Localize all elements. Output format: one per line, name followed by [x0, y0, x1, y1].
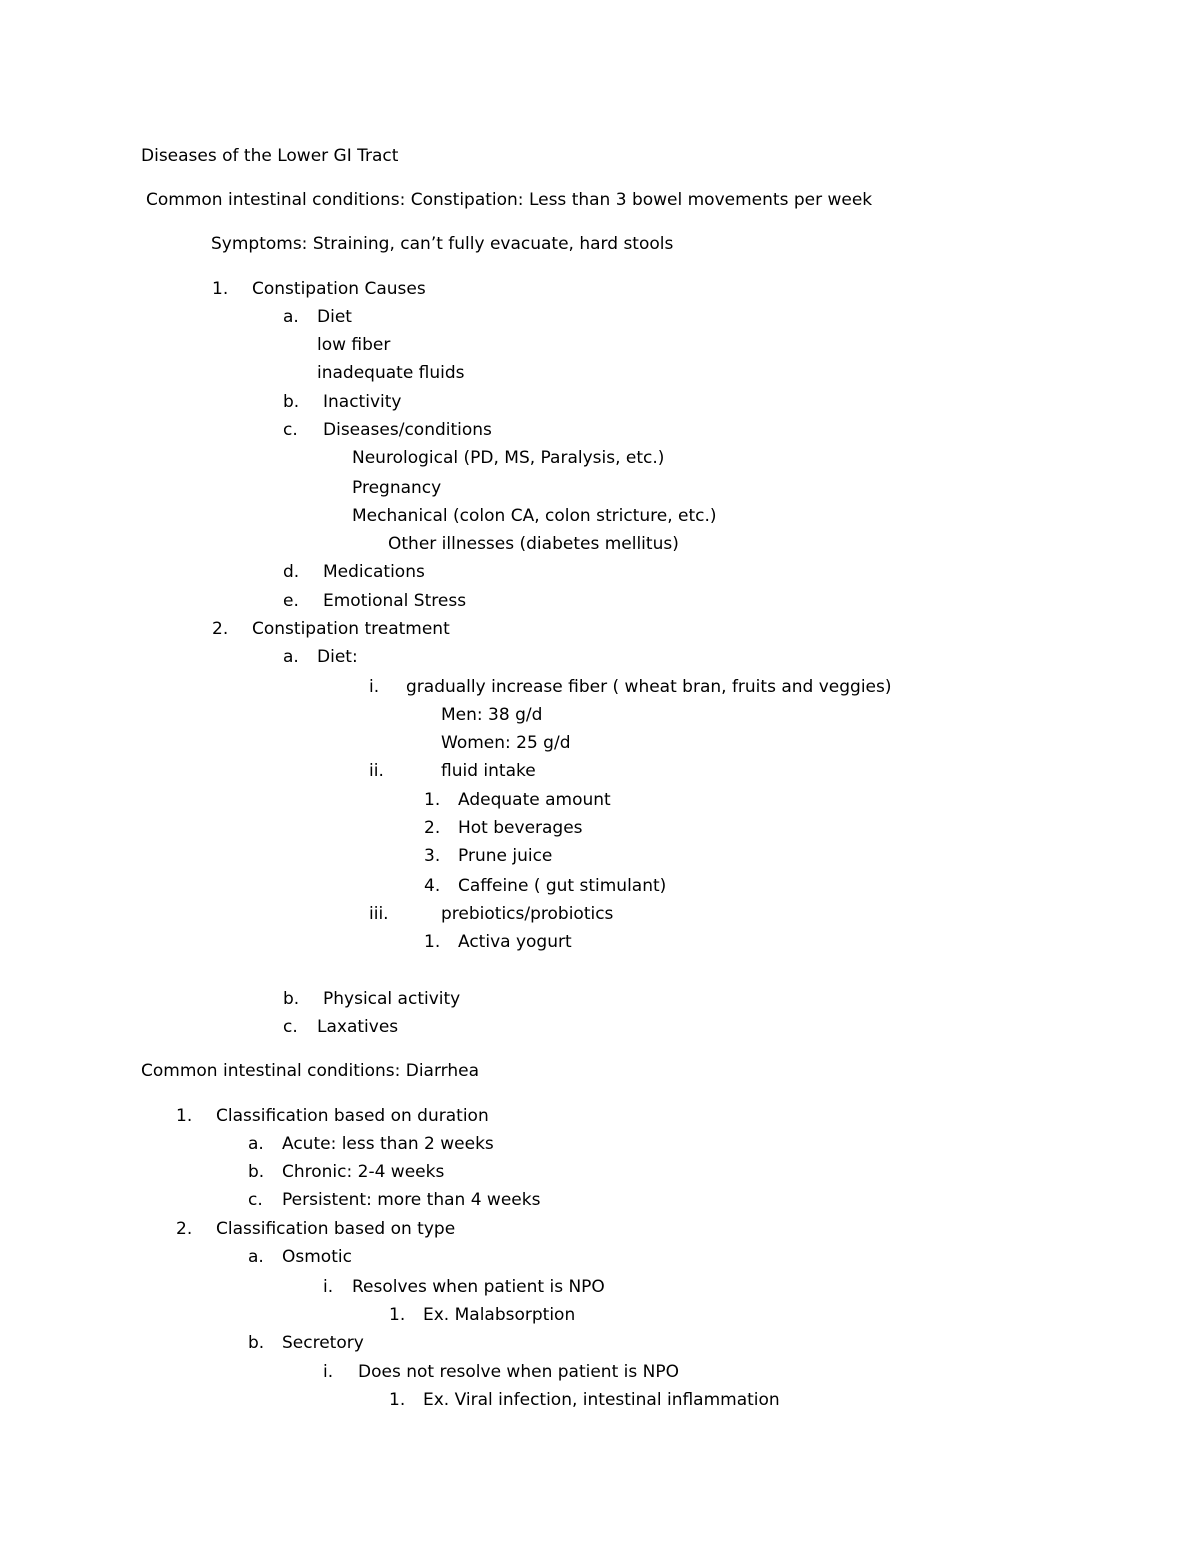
- list-item-text: Does not resolve when patient is NPO: [358, 1362, 679, 1382]
- list-item-text: Ex. Viral infection, intestinal inflammation: [423, 1390, 780, 1410]
- list-item-text: Diet:: [317, 647, 358, 667]
- list-marker: b.: [248, 1162, 265, 1182]
- list-item-text: Chronic: 2-4 weeks: [282, 1162, 445, 1182]
- list-item-text: Osmotic: [282, 1247, 352, 1267]
- list-marker: a.: [248, 1134, 264, 1154]
- paragraph-line: low fiber: [317, 335, 391, 355]
- list-marker: 1.: [176, 1106, 193, 1126]
- paragraph-line: Other illnesses (diabetes mellitus): [388, 534, 679, 554]
- list-item-text: Classification based on duration: [216, 1106, 489, 1126]
- list-item-text: Physical activity: [323, 989, 461, 1009]
- list-marker: ii.: [369, 761, 384, 781]
- list-marker: 2.: [176, 1219, 193, 1239]
- paragraph-line: Pregnancy: [352, 478, 442, 498]
- paragraph-line: Common intestinal conditions: Constipation: Less than 3 bowel movements per week: [146, 190, 873, 210]
- list-item-text: Ex. Malabsorption: [423, 1305, 576, 1325]
- paragraph-line: inadequate fluids: [317, 363, 465, 383]
- list-item-text: Adequate amount: [458, 790, 611, 810]
- list-item-text: Prune juice: [458, 846, 553, 866]
- paragraph-line: Women: 25 g/d: [441, 733, 571, 753]
- paragraph-line: Common intestinal conditions: Diarrhea: [141, 1061, 480, 1081]
- list-item-text: fluid intake: [441, 761, 536, 781]
- list-marker: i.: [369, 677, 380, 697]
- list-item-text: prebiotics/probiotics: [441, 904, 614, 924]
- paragraph-line: Men: 38 g/d: [441, 705, 543, 725]
- list-item-text: Diet: [317, 307, 352, 327]
- list-marker: 1.: [389, 1390, 406, 1410]
- list-item-text: Constipation treatment: [252, 619, 450, 639]
- paragraph-line: Neurological (PD, MS, Paralysis, etc.): [352, 448, 665, 468]
- list-marker: d.: [283, 562, 300, 582]
- list-item-text: Hot beverages: [458, 818, 583, 838]
- list-marker: b.: [248, 1333, 265, 1353]
- list-marker: 1.: [212, 279, 229, 299]
- list-marker: c.: [283, 420, 298, 440]
- list-marker: 2.: [424, 818, 441, 838]
- list-marker: iii.: [369, 904, 389, 924]
- list-item-text: Constipation Causes: [252, 279, 426, 299]
- list-item-text: Caffeine ( gut stimulant): [458, 876, 667, 896]
- list-item-text: Laxatives: [317, 1017, 399, 1037]
- list-item-text: Inactivity: [323, 392, 402, 412]
- list-marker: c.: [248, 1190, 263, 1210]
- paragraph-line: Mechanical (colon CA, colon stricture, etc.): [352, 506, 717, 526]
- list-marker: i.: [323, 1362, 334, 1382]
- list-marker: c.: [283, 1017, 298, 1037]
- list-marker: 1.: [424, 932, 441, 952]
- list-item-text: Secretory: [282, 1333, 364, 1353]
- list-item-text: Acute: less than 2 weeks: [282, 1134, 494, 1154]
- list-item-text: Medications: [323, 562, 425, 582]
- list-marker: 3.: [424, 846, 441, 866]
- list-marker: 4.: [424, 876, 441, 896]
- document-title: Diseases of the Lower GI Tract: [141, 146, 399, 166]
- list-marker: i.: [323, 1277, 334, 1297]
- list-marker: b.: [283, 392, 300, 412]
- list-marker: 1.: [424, 790, 441, 810]
- list-item-text: Resolves when patient is NPO: [352, 1277, 605, 1297]
- list-item-text: Activa yogurt: [458, 932, 572, 952]
- paragraph-line: Symptoms: Straining, can’t fully evacuate, hard stools: [211, 234, 674, 254]
- list-marker: a.: [283, 307, 299, 327]
- list-item-text: Emotional Stress: [323, 591, 467, 611]
- list-marker: e.: [283, 591, 299, 611]
- list-marker: 1.: [389, 1305, 406, 1325]
- list-marker: a.: [248, 1247, 264, 1267]
- list-item-text: Diseases/conditions: [323, 420, 492, 440]
- list-marker: a.: [283, 647, 299, 667]
- list-item-text: Classification based on type: [216, 1219, 456, 1239]
- list-item-text: gradually increase fiber ( wheat bran, fruits and veggies): [406, 677, 892, 697]
- list-item-text: Persistent: more than 4 weeks: [282, 1190, 541, 1210]
- list-marker: b.: [283, 989, 300, 1009]
- list-marker: 2.: [212, 619, 229, 639]
